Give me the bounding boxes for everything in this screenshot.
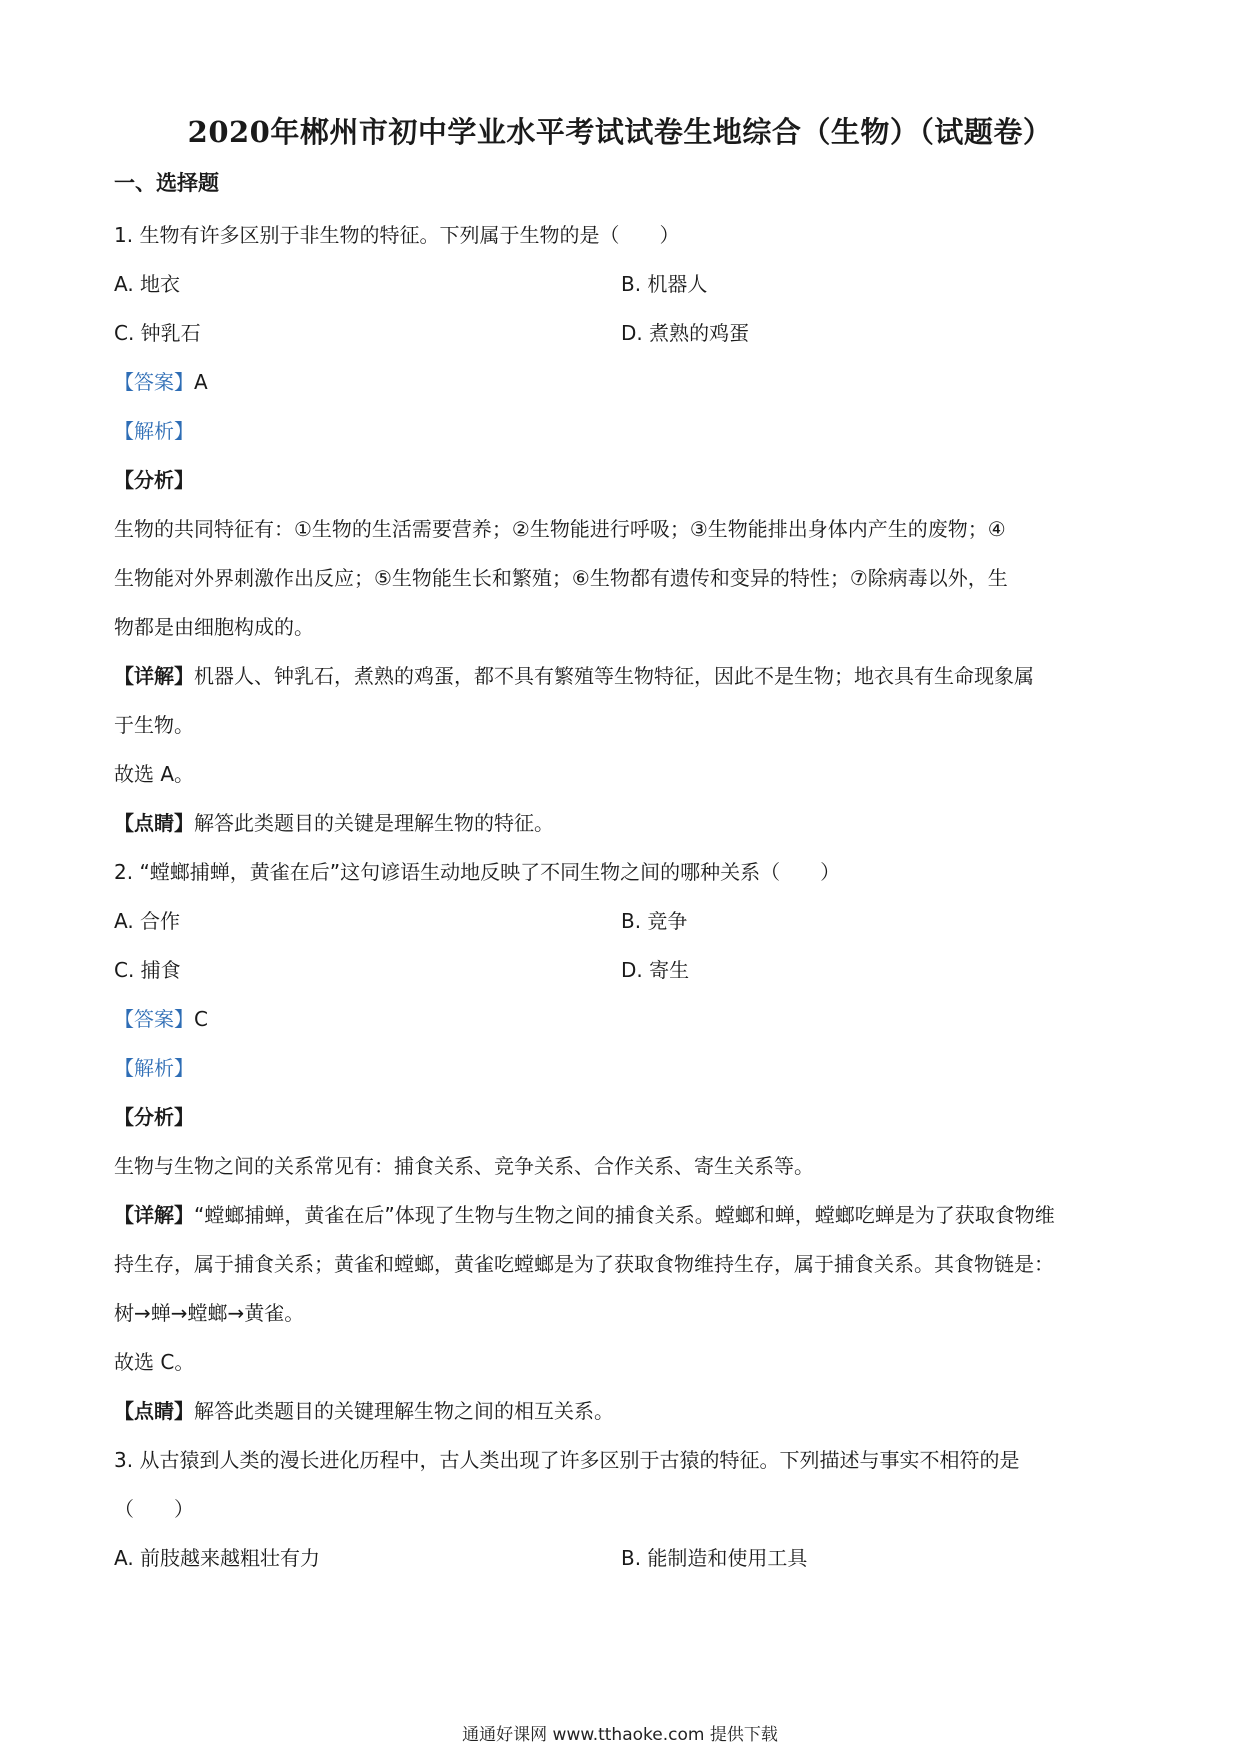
- footer-watermark: 通通好课网 www.tthaoke.com 提供下载: [462, 1725, 778, 1745]
- answer-value: A: [194, 370, 208, 394]
- question-1-analysis-line-1: 生物的共同特征有：①生物的生活需要营养；②生物能进行呼吸；③生物能排出身体内产生的废物；④: [114, 517, 1006, 541]
- question-2-detail-line-2: 持生存，属于捕食关系；黄雀和螳螂，黄雀吃螳螂是为了获取食物维持生存，属于捕食关系。其食物链是：: [114, 1252, 1054, 1276]
- answer-value: C: [194, 1007, 208, 1031]
- question-2-option-b: B. 竞争: [621, 909, 688, 933]
- detail-text: “螳螂捕蝉，黄雀在后”体现了生物与生物之间的捕食关系。螳螂和蝉，螳螂吃蝉是为了获取食物维: [194, 1203, 1055, 1227]
- question-2-fenxi-tag: 【分析】: [114, 1105, 194, 1129]
- question-2-option-c: C. 捕食: [114, 958, 181, 982]
- question-1-fenxi-tag: 【分析】: [114, 468, 194, 492]
- question-3-option-a: A. 前肢越来越粗壮有力: [114, 1546, 321, 1570]
- detail-text: 机器人、钟乳石，煮熟的鸡蛋，都不具有繁殖等生物特征，因此不是生物；地衣具有生命现象属: [194, 664, 1034, 688]
- question-1-analysis-line-2: 生物能对外界刺激作出反应；⑤生物能生长和繁殖；⑥生物都有遗传和变异的特性；⑦除病毒以外，生: [114, 566, 1008, 590]
- detail-tag: 【详解】: [114, 1203, 194, 1227]
- question-1-comment: [114, 810, 554, 836]
- comment-text: 解答此类题目的关键是理解生物的特征。: [194, 811, 554, 835]
- question-3-stem-line-2: （ ）: [114, 1497, 194, 1521]
- question-2-option-a: A. 合作: [114, 909, 181, 933]
- question-2-stem: 2. “螳螂捕蝉，黄雀在后”这句谚语生动地反映了不同生物之间的哪种关系（ ）: [114, 860, 841, 884]
- comment-tag: 【点睛】: [114, 811, 194, 835]
- question-1-stem: 1. 生物有许多区别于非生物的特征。下列属于生物的是（ ）: [114, 223, 680, 247]
- comment-text: 解答此类题目的关键理解生物之间的相互关系。: [194, 1399, 614, 1423]
- answer-tag: 【答案】: [114, 1007, 194, 1031]
- question-1-answer: [114, 369, 208, 395]
- question-1-analysis-line-3: 物都是由细胞构成的。: [114, 615, 314, 639]
- document-title: 2020年郴州市初中学业水平考试试卷生地综合（生物）（试题卷）: [187, 115, 1053, 149]
- comment-tag: 【点睛】: [114, 1399, 194, 1423]
- section-heading: 一、选择题: [114, 171, 219, 195]
- question-3-stem-line-1: 3. 从古猿到人类的漫长进化历程中，古人类出现了许多区别于古猿的特征。下列描述与事实不相符的是: [114, 1448, 1020, 1472]
- question-1-option-b: B. 机器人: [621, 272, 708, 296]
- question-2-detail-line-3: 树→蝉→螳螂→黄雀。: [114, 1301, 305, 1325]
- question-1-option-c: C. 钟乳石: [114, 321, 201, 345]
- question-2-comment: [114, 1398, 614, 1424]
- answer-tag: 【答案】: [114, 370, 194, 394]
- detail-tag: 【详解】: [114, 664, 194, 688]
- question-2-analysis-line-1: 生物与生物之间的关系常见有：捕食关系、竞争关系、合作关系、寄生关系等。: [114, 1154, 814, 1178]
- question-2-choose: 故选 C。: [114, 1350, 195, 1374]
- question-2-option-d: D. 寄生: [621, 958, 690, 982]
- question-2-detail-line-1: [114, 1202, 1055, 1228]
- question-1-detail-line-2: 于生物。: [114, 713, 194, 737]
- question-2-answer: [114, 1006, 208, 1032]
- question-1-jiexi-tag: 【解析】: [114, 419, 194, 443]
- question-3-option-b: B. 能制造和使用工具: [621, 1546, 808, 1570]
- question-1-option-a: A. 地衣: [114, 272, 181, 296]
- question-1-choose: 故选 A。: [114, 762, 195, 786]
- question-1-option-d: D. 煮熟的鸡蛋: [621, 321, 750, 345]
- question-1-detail-line-1: [114, 663, 1034, 689]
- question-2-jiexi-tag: 【解析】: [114, 1056, 194, 1080]
